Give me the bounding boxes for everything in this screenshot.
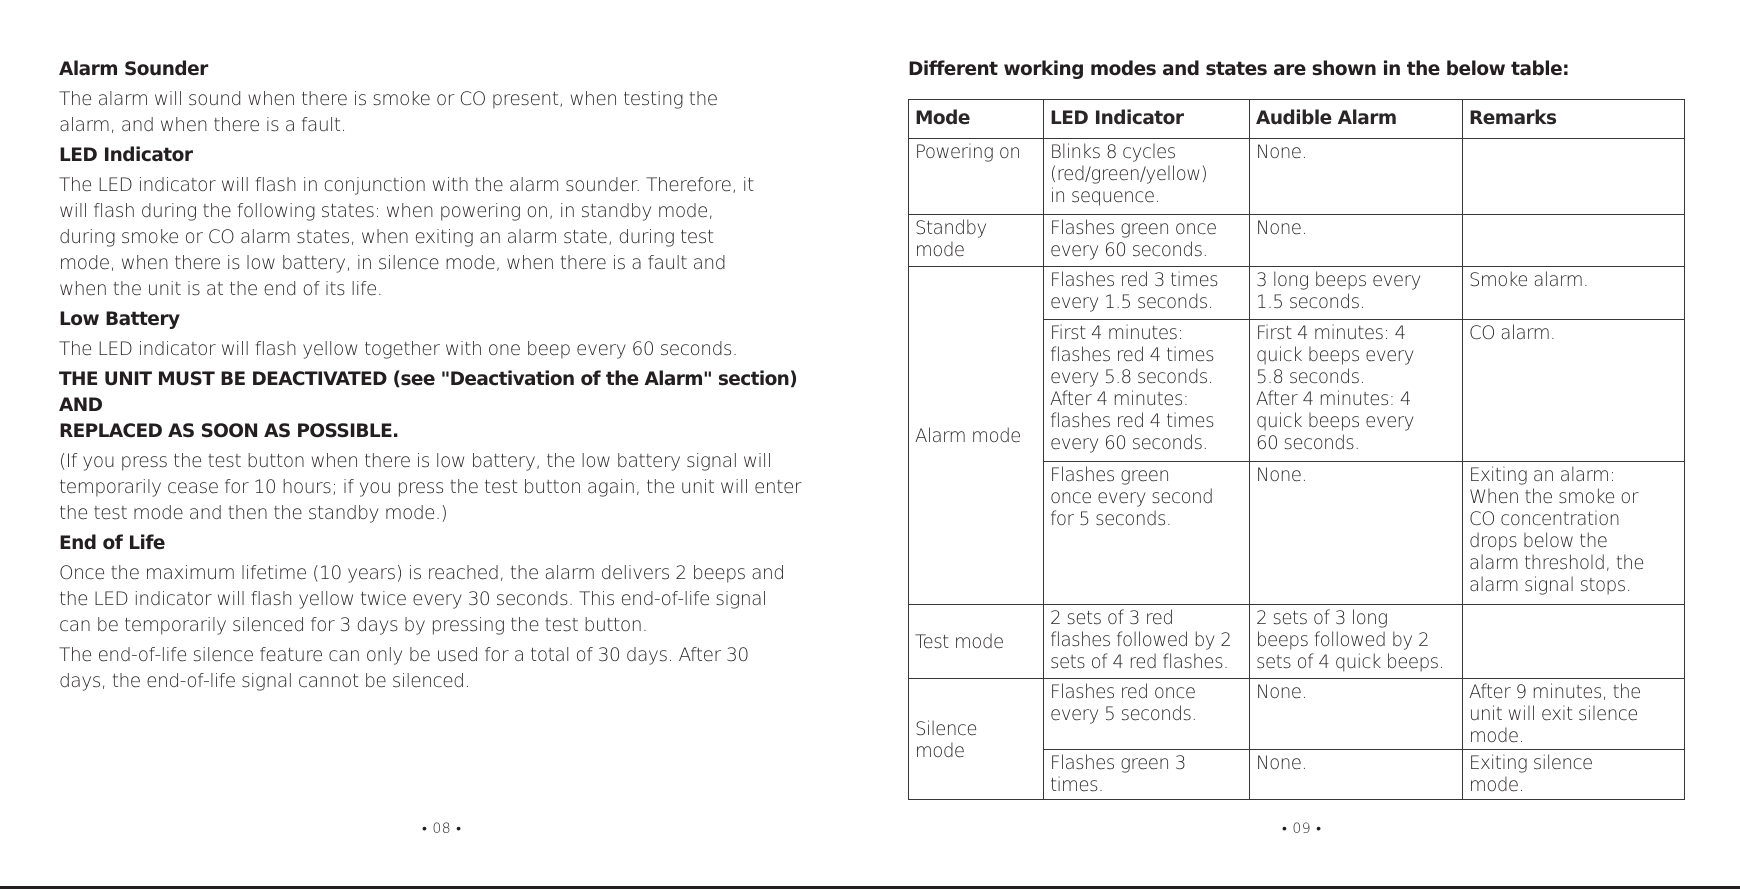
alarm-sounder-text: The alarm will sound when there is smoke or CO present, when testing the alarm, and when there is a fault. xyxy=(59,89,718,136)
page-number-left: • 08 • xyxy=(422,821,462,837)
audible-cell: None. xyxy=(1250,679,1463,750)
low-battery-heading: Low Battery xyxy=(59,309,180,330)
led-cell: Flashes red 3 times every 1.5 seconds. xyxy=(1044,267,1250,320)
audible-cell: 3 long beeps every 1.5 seconds. xyxy=(1250,267,1463,320)
header-mode: Mode xyxy=(909,100,1044,139)
led-cell: First 4 minutes: flashes red 4 times every 5.8 seconds. After 4 minutes: flashes red 4 times every 60 seconds. xyxy=(1044,320,1250,462)
mode-cell: Powering on xyxy=(909,139,1044,215)
led-cell: Flashes green once every second for 5 seconds. xyxy=(1044,462,1250,605)
end-of-life-heading: End of Life xyxy=(59,533,165,554)
audible-cell: None. xyxy=(1250,462,1463,605)
led-cell: Blinks 8 cycles (red/green/yellow) in sequence. xyxy=(1044,139,1250,215)
remarks-cell: Exiting silence mode. xyxy=(1463,750,1685,800)
header-audible-alarm: Audible Alarm xyxy=(1250,100,1463,139)
header-led-indicator: LED Indicator xyxy=(1044,100,1250,139)
audible-cell: 2 sets of 3 long beeps followed by 2 sets of 4 quick beeps. xyxy=(1250,605,1463,679)
low-battery-warning: THE UNIT MUST BE DEACTIVATED (see "Deactivation of the Alarm" section) AND REPLACED AS SOON AS POSSIBLE. xyxy=(59,369,798,442)
remarks-cell xyxy=(1463,139,1685,215)
audible-cell: None. xyxy=(1250,750,1463,800)
remarks-cell: CO alarm. xyxy=(1463,320,1685,462)
remarks-cell: Smoke alarm. xyxy=(1463,267,1685,320)
led-cell: Flashes red once every 5 seconds. xyxy=(1044,679,1250,750)
table-row xyxy=(909,267,1685,320)
modes-table xyxy=(908,99,1685,800)
right-page xyxy=(870,0,1740,889)
low-battery-text: The LED indicator will flash yellow together with one beep every 60 seconds. xyxy=(59,339,738,360)
led-cell: Flashes green 3 times. xyxy=(1044,750,1250,800)
led-cell: 2 sets of 3 red flashes followed by 2 sets of 4 red flashes. xyxy=(1044,605,1250,679)
audible-cell: None. xyxy=(1250,139,1463,215)
table-row xyxy=(909,139,1685,215)
mode-cell: Standby mode xyxy=(909,215,1044,267)
table-row xyxy=(909,605,1685,679)
alarm-sounder-heading: Alarm Sounder xyxy=(59,59,208,80)
audible-cell: None. xyxy=(1250,215,1463,267)
header-remarks: Remarks xyxy=(1463,100,1685,139)
end-of-life-text: Once the maximum lifetime (10 years) is reached, the alarm delivers 2 beeps and the LED indicator will flash yellow twice every 30 seconds. This end-of-life signal can be temporarily silenced for 3 days by pressing the test button. xyxy=(59,563,785,636)
led-cell: Flashes green once every 60 seconds. xyxy=(1044,215,1250,267)
page-number-right: • 09 • xyxy=(1282,821,1322,837)
remarks-cell xyxy=(1463,215,1685,267)
low-battery-note: (If you press the test button when there is low battery, the low battery signal will temporarily cease for 10 hours; if you press the test button again, the unit will enter the test mode and then the standby mode.) xyxy=(59,451,802,524)
led-indicator-text: The LED indicator will flash in conjunction with the alarm sounder. Therefore, it will flash during the following states: when powering on, in standby mode, during smoke or CO alarm states, when exiting an alarm state, during test mode, when there is low battery, in silence mode, when there is a fault and when the unit is at the end of its life. xyxy=(59,175,754,300)
mode-cell: Test mode xyxy=(909,605,1044,679)
remarks-cell: Exiting an alarm: When the smoke or CO concentration drops below the alarm threshold, the alarm signal stops. xyxy=(1463,462,1685,605)
led-indicator-heading: LED Indicator xyxy=(59,145,193,166)
remarks-cell xyxy=(1463,605,1685,679)
table-title: Different working modes and states are shown in the below table: xyxy=(908,59,1570,80)
mode-cell: Silence mode xyxy=(909,679,1044,800)
mode-cell: Alarm mode xyxy=(909,267,1044,605)
remarks-cell: After 9 minutes, the unit will exit silence mode. xyxy=(1463,679,1685,750)
table-row xyxy=(909,679,1685,750)
audible-cell: First 4 minutes: 4 quick beeps every 5.8 seconds. After 4 minutes: 4 quick beeps every 60 seconds. xyxy=(1250,320,1463,462)
table-row xyxy=(909,215,1685,267)
left-column xyxy=(59,57,839,695)
end-of-life-text-2: The end-of-life silence feature can only be used for a total of 30 days. After 30 days, the end-of-life signal cannot be silenced. xyxy=(59,645,749,692)
table-header-row xyxy=(909,100,1685,139)
